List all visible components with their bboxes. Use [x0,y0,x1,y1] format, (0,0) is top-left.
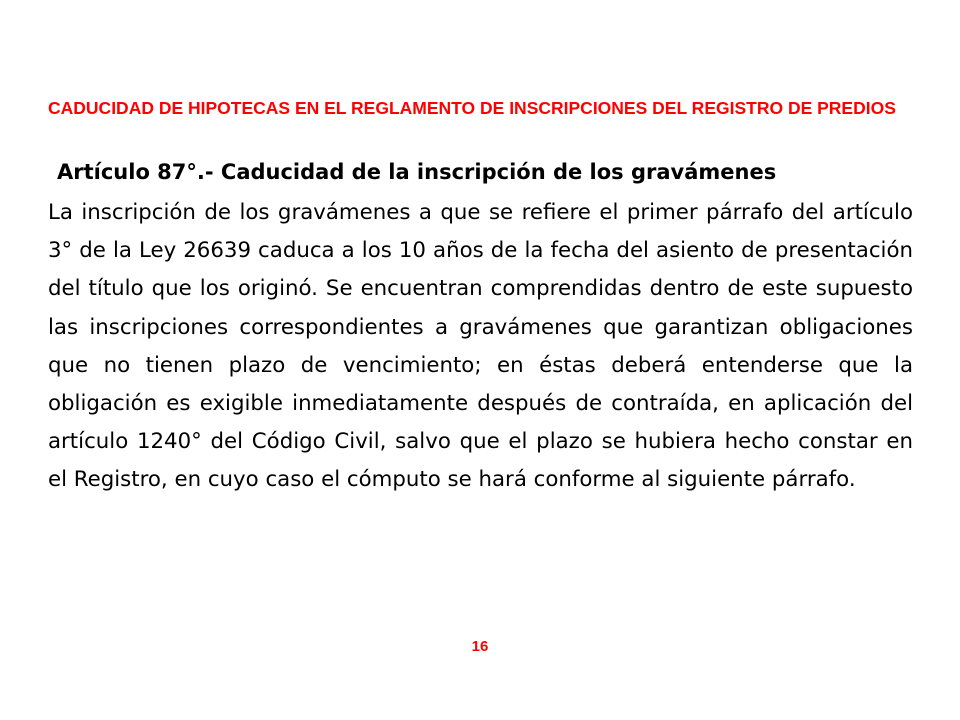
slide-heading: CADUCIDAD DE HIPOTECAS EN EL REGLAMENTO DE INSCRIPCIONES DEL REGISTRO DE PREDIOS [48,98,896,118]
article-title: Artículo 87°.- Caducidad de la inscripción de los gravámenes [57,160,777,184]
page-number: 16 [471,638,489,655]
article-body: La inscripción de los gravámenes a que se refiere el primer párrafo del artículo 3° de la Ley 26639 caduca a los 10 años de la fecha del asiento de presentación del título que los originó. Se encuentran comprendidas dentro de este supuesto las inscripciones correspondientes a gravámenes que garantizan obligaciones que no tienen plazo de vencimiento; en éstas deberá entenderse que la obligación es exigible inmediatamente después de contraída, en aplicación del artículo 1240° del Código Civil, salvo que el plazo se hubiera hecho constar en el Registro, en cuyo caso el cómputo se hará conforme al siguiente párrafo. [48,200,913,493]
